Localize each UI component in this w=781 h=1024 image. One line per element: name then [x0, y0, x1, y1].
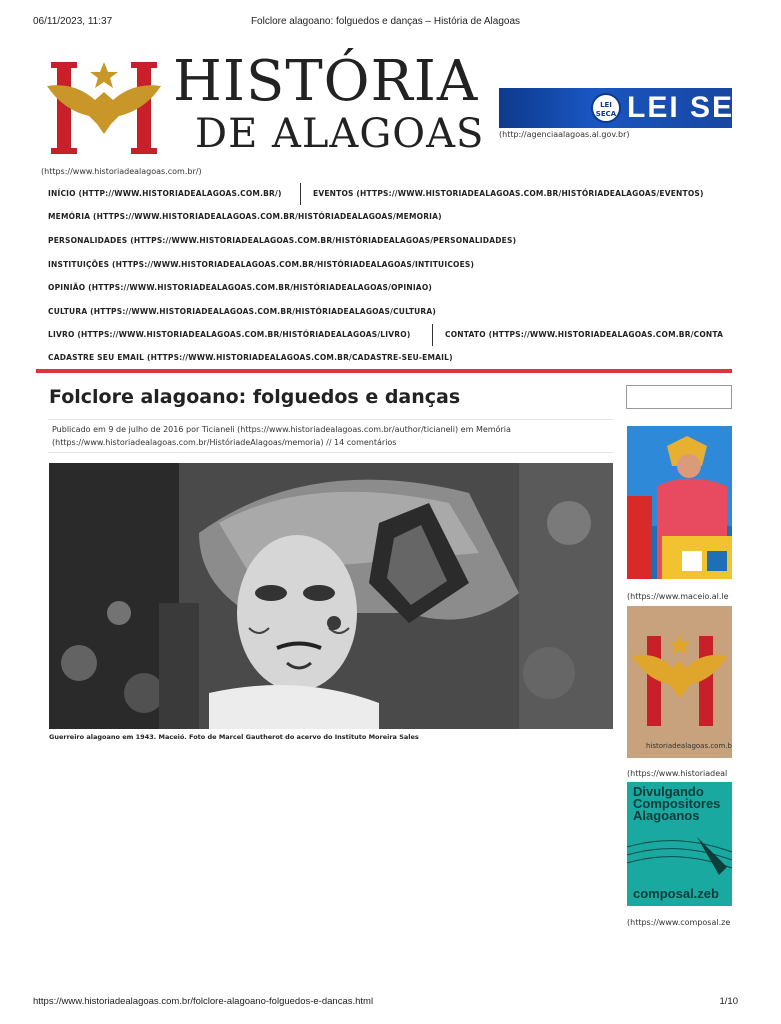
- meta-comments-link[interactable]: // 14 comentários: [326, 438, 397, 447]
- composal-line1: Divulgando: [633, 784, 704, 799]
- logo-word-historia: HISTÓRIA: [173, 49, 479, 114]
- featured-photo: [49, 463, 613, 729]
- menu-item-eventos[interactable]: EVENTOS (HTTPS://WWW.HISTORIADEALAGOAS.COM.BR/HISTÓRIADEALAGOAS/EVENTOS): [313, 189, 704, 198]
- menu-divider: [300, 183, 301, 205]
- composal-line3: Alagoanos: [633, 808, 700, 823]
- print-page-number: 1/10: [719, 996, 738, 1007]
- menu-item-cultura[interactable]: CULTURA (HTTPS://WWW.HISTORIADEALAGOAS.COM.BR/HISTÓRIADEALAGOAS/CULTURA): [48, 307, 437, 316]
- post-meta: [52, 423, 612, 449]
- sidebar-ad-historia-url[interactable]: (https://www.historiadeal: [627, 769, 728, 778]
- sidebar-ad-maceio[interactable]: [627, 426, 732, 579]
- lei-seca-badge: LEI SECA: [591, 93, 621, 123]
- meta-in: em: [460, 425, 474, 434]
- sidebar-ad-composal[interactable]: [627, 782, 732, 906]
- menu-item-personalidades[interactable]: PERSONALIDADES (HTTPS://WWW.HISTORIADEALAGOAS.COM.BR/HISTÓRIADEALAGOAS/PERSONALIDADES): [48, 236, 517, 245]
- lei-seca-banner-text: LEI SECA: [627, 91, 781, 124]
- menu-item-livro[interactable]: LIVRO (HTTPS://WWW.HISTORIADEALAGOAS.COM.BR/HISTÓRIADEALAGOAS/LIVRO): [48, 330, 411, 339]
- music-staff-icon: [627, 827, 732, 882]
- print-footer-url: https://www.historiadealagoas.com.br/folclore-alagoano-folguedos-e-dancas.html: [33, 996, 374, 1007]
- menu-item-cadastre-email[interactable]: CADASTRE SEU EMAIL (HTTPS://WWW.HISTORIADEALAGOAS.COM.BR/CADASTRE-SEU-EMAIL): [48, 353, 453, 362]
- composal-line2: Compositores: [633, 796, 721, 811]
- print-page-title: Folclore alagoano: folguedos e danças – História de Alagoas: [250, 16, 521, 27]
- meta-category-url[interactable]: (https://www.historiadealagoas.com.br/HistóriadeAlagoas/memoria): [52, 438, 324, 447]
- menu-item-opiniao[interactable]: OPINIÃO (HTTPS://WWW.HISTORIADEALAGOAS.COM.BR/HISTÓRIADEALAGOAS/OPINIAO): [48, 283, 433, 292]
- sidebar-ad-maceio-url[interactable]: (https://www.maceio.al.le: [627, 592, 729, 601]
- logo-link-url[interactable]: (https://www.historiadealagoas.com.br/): [41, 167, 202, 176]
- photo-caption: Guerreiro alagoano em 1943. Maceió. Foto de Marcel Gautherot do acervo do Instituto Moreira Sales: [49, 733, 419, 741]
- logo-monogram-icon: [45, 58, 163, 158]
- maceio-ad-image: [627, 426, 732, 579]
- print-header: [33, 16, 738, 30]
- lei-seca-banner[interactable]: [499, 88, 781, 128]
- print-datetime: 06/11/2023, 11:37: [33, 16, 113, 27]
- meta-published: Publicado em 9 de julho de 2016 por: [52, 425, 200, 434]
- composal-brand: composal.zeb: [633, 886, 719, 901]
- meta-category-link[interactable]: Memória: [475, 425, 511, 434]
- menu-item-instituicoes[interactable]: INSTITUIÇÕES (HTTPS://WWW.HISTORIADEALAGOAS.COM.BR/HISTÓRIADEALAGOAS/INTITUICOES): [48, 260, 475, 269]
- post-title: Folclore alagoano: folguedos e danças: [49, 386, 461, 408]
- meta-divider: [48, 452, 613, 453]
- historia-ad-text: historiadealagoas.com.b: [646, 742, 732, 750]
- site-logo[interactable]: [45, 49, 495, 163]
- header-divider: [36, 369, 732, 373]
- search-input[interactable]: [626, 385, 732, 409]
- historia-logo-ad-image: [627, 606, 732, 758]
- sidebar-ad-composal-url[interactable]: (https://www.composal.ze: [627, 918, 731, 927]
- meta-author-link[interactable]: Ticianeli (https://www.historiadealagoas.com.br/author/ticianeli): [201, 425, 459, 434]
- banner-link-url[interactable]: (http://agenciaalagoas.al.gov.br): [499, 130, 630, 139]
- guerreiro-photo-image: [49, 463, 613, 729]
- menu-item-inicio[interactable]: INÍCIO (HTTP://WWW.HISTORIADEALAGOAS.COM.BR/): [48, 189, 282, 198]
- logo-word-de-alagoas: DE ALAGOAS: [195, 111, 485, 157]
- title-divider: [48, 419, 613, 420]
- menu-item-memoria[interactable]: MEMÓRIA (HTTPS://WWW.HISTORIADEALAGOAS.COM.BR/HISTÓRIADEALAGOAS/MEMORIA): [48, 212, 442, 221]
- menu-item-contato[interactable]: CONTATO (HTTPS://WWW.HISTORIADEALAGOAS.COM.BR/CONTA: [445, 330, 724, 339]
- menu-divider: [432, 324, 433, 346]
- sidebar-ad-historia[interactable]: [627, 606, 732, 758]
